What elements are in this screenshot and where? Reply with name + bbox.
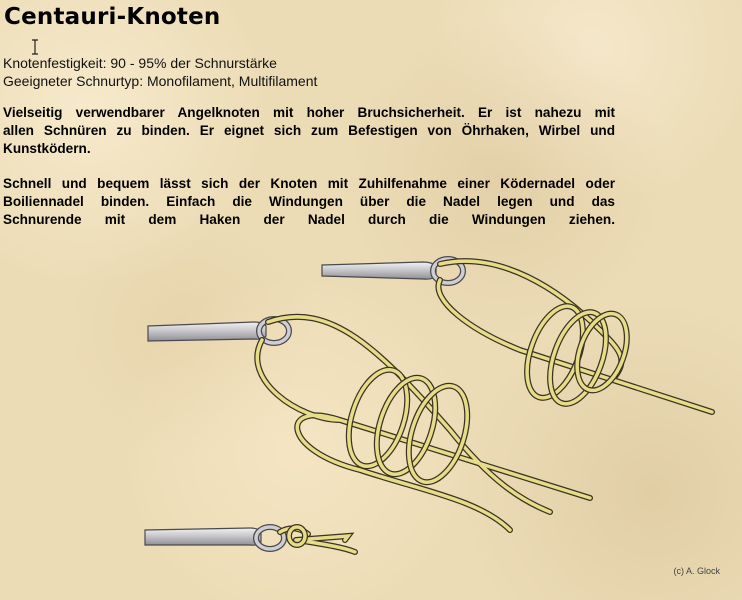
paragraph-line: Boiliennadel binden. Einfach die Windungen über die Nadel legen und das [3,194,615,209]
suitable-line-type: Geeigneter Schnurtyp: Monofilament, Multifilament [3,73,318,89]
paragraph-line: Kunstködern. [3,141,91,156]
hook-shank-icon [145,527,284,549]
paragraph-line: Schnurende mit dem Haken der Nadel durch die Windungen ziehen. [3,212,615,227]
fishing-line [438,261,712,412]
paragraph-line: Vielseitig verwendbarer Angelknoten mit hoher Bruchsicherheit. Er ist nahezu mit [3,105,615,120]
copyright-notice: (c) A. Glock [673,566,720,576]
paragraph-line: allen Schnüren zu binden. Er eignet sich zum Befestigen von Öhrhaken, Wirbel und [3,123,615,138]
page-title: Centauri-Knoten [4,4,221,30]
fishing-line [257,317,590,530]
knot-strength: Knotenfestigkeit: 90 - 95% der Schnurstärke [3,55,277,71]
top-right-knot-step [322,259,712,412]
paragraph-line: Schnell und bequem lässt sich der Knoten mit Zuhilfenahme einer Ködernadel oder [3,176,615,191]
fishing-line [280,527,355,552]
finished-knot-step [145,527,355,552]
